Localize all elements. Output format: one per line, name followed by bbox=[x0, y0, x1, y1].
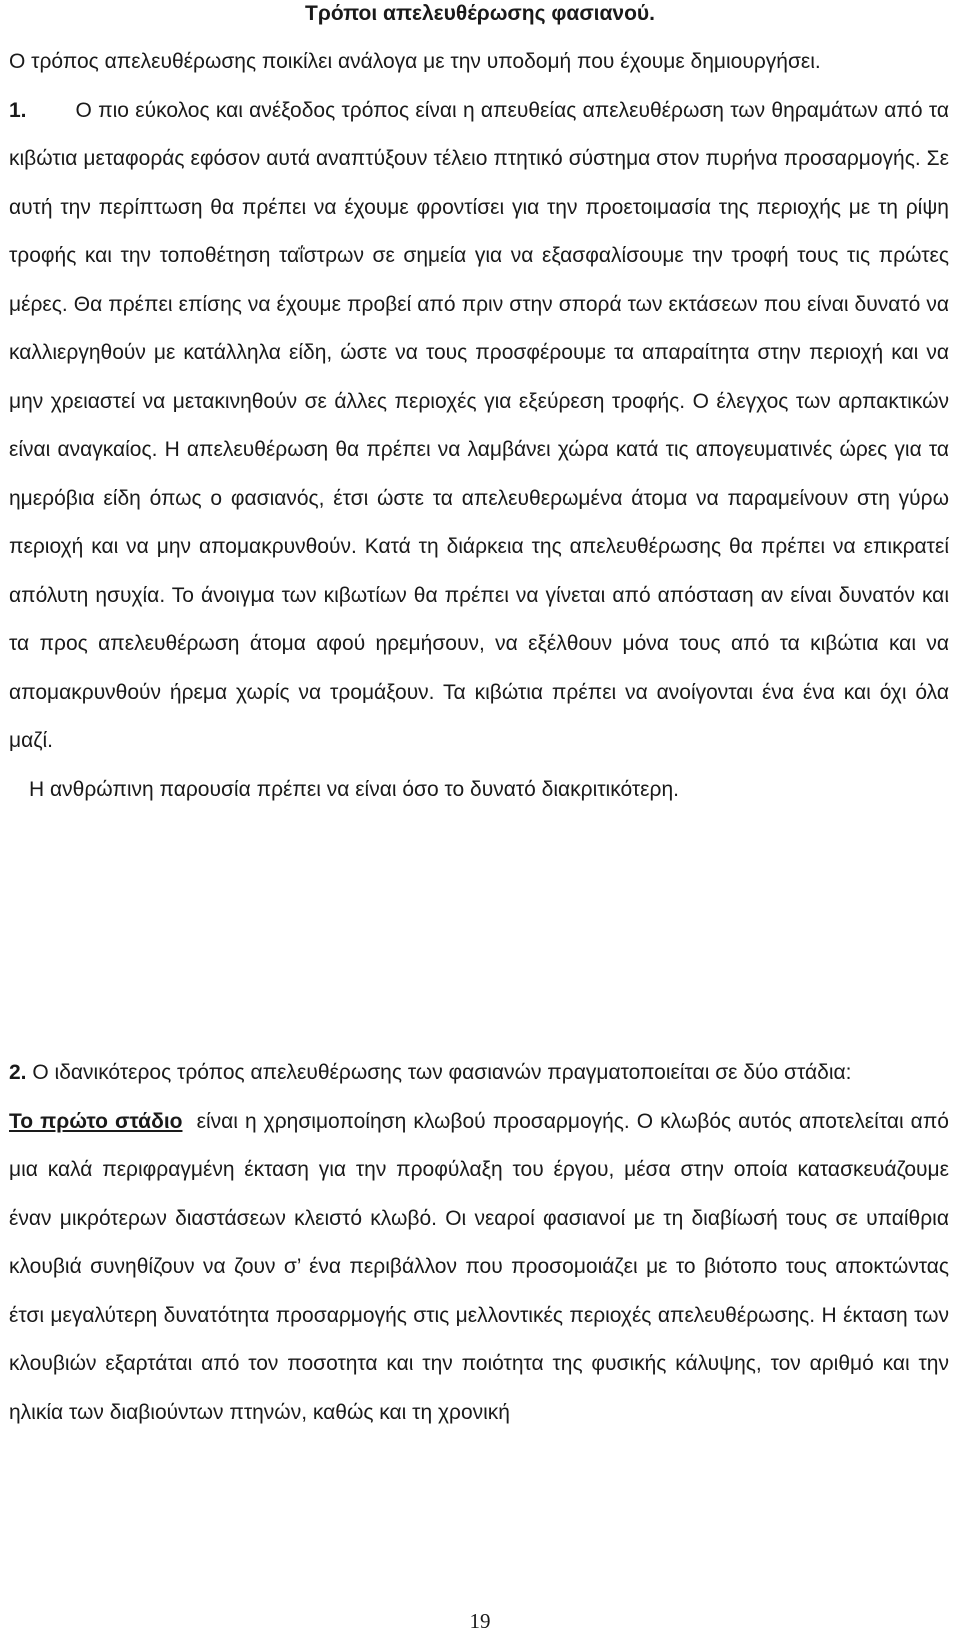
item-1-text: Ο πιο εύκολος και ανέξοδος τρόπος είναι η απευθείας απελευθέρωση των θηραμάτων από τα κιβώτια μεταφοράς εφόσον αυτά αναπτύξουν τέλειο πτητικό σύστημα στον πυρήνα προσαρμογής. Σε αυτή την περίπτωση θα πρέπει να έχουμε φροντίσει για την προετοιμασία της περιοχής με τη ρίψη τροφής και την τοποθέτηση ταΐστρων σε σημεία για να εξασφαλίσουμε την τροφή τους τις πρώτες μέρες. Θα πρέπει επίσης να έχουμε προβεί από πριν στην σπορά των εκτάσεων που είναι δυνατό να καλλιεργηθούν με κατάλληλα είδη, ώστε να τους προσφέρουμε τα απαραίτητα στην περιοχή και να μην χρειαστεί να μετακινηθούν σε άλλες περιοχές για εξεύρεση τροφής. Ο έλεγχος των αρπακτικών είναι αναγκαίος. Η απελευθέρωση θα πρέπει να λαμβάνει χώρα κατά τις απογευματινές ώρες για τα ημερόβια είδη όπως ο φασιανός, έτσι ώστε τα απελευθερωμένα άτομα να παραμείνουν στη γύρω περιοχή και να μην απομακρυνθούν. Κατά τη διάρκεια της απελευθέρωσης θα πρέπει να επικρατεί απόλυτη ησυχία. Το άνοιγμα των κιβωτίων θα πρέπει να γίνεται από απόσταση αν είναι δυνατόν και τα προς απελευθέρωση άτομα αφού ηρεμήσουν, να εξέλθουν μόνα τους από τα κιβώτια και να απομακρυνθούν ήρεμα χωρίς να τρομάξουν. Τα κιβώτια πρέπει να ανοίγονται ένα ένα και όχι όλα μαζί. bbox=[9, 98, 949, 752]
intro-paragraph: Ο τρόπος απελευθέρωσης ποικίλει ανάλογα με την υποδομή που έχουμε δημιουργήσει. bbox=[9, 50, 821, 73]
stage-1-heading: Το πρώτο στάδιο bbox=[9, 1109, 183, 1133]
section-2 bbox=[9, 1049, 949, 1437]
document-title: Τρόποι απελευθέρωσης φασιανού. bbox=[305, 2, 655, 25]
stage-1-text: είναι η χρησιμοποίηση κλωβού προσαρμογής. Ο κλωβός αυτός αποτελείται από μια καλά περιφραγμένη έκταση για την προφύλαξη του έργου, μέσα στην οποία κατασκευάζουμε έναν μικρότερων διαστάσεων κλειστό κλωβό. Οι νεαροί φασιανοί με τη διαβίωσή τους σε υπαίθρια κλουβιά συνηθίζουν να ζουν σ’ ένα περιβάλλον που προσομοιάζει με το βιότοπο τους αποκτώντας έτσι μεγαλύτερη δυνατότητα προσαρμογής στις μελλοντικές περιοχές απελευθέρωσης. Η έκταση των κλουβιών εξαρτάται από τον ποσοτητα και την ποιότητα της φυσικής κάλυψης, τον αριθμό και την ηλικία των διαβιούντων πτηνών, καθώς και τη χρονική bbox=[9, 1109, 949, 1424]
item-2-text: Ο ιδανικότερος τρόπος απελευθέρωσης των φασιανών πραγματοποιείται σε δύο στάδια: bbox=[32, 1061, 852, 1084]
item-2-number: 2. bbox=[9, 1061, 27, 1084]
item-2-paragraph bbox=[9, 1049, 949, 1098]
item-1-number: 1. bbox=[9, 98, 27, 122]
item-1-paragraph bbox=[9, 87, 949, 766]
item-1-note: Η ανθρώπινη παρουσία πρέπει να είναι όσο το δυνατό διακριτικότερη. bbox=[29, 777, 679, 801]
section-1 bbox=[9, 38, 949, 814]
stage-1-paragraph bbox=[9, 1098, 949, 1438]
page-number: 19 bbox=[469, 1609, 491, 1633]
